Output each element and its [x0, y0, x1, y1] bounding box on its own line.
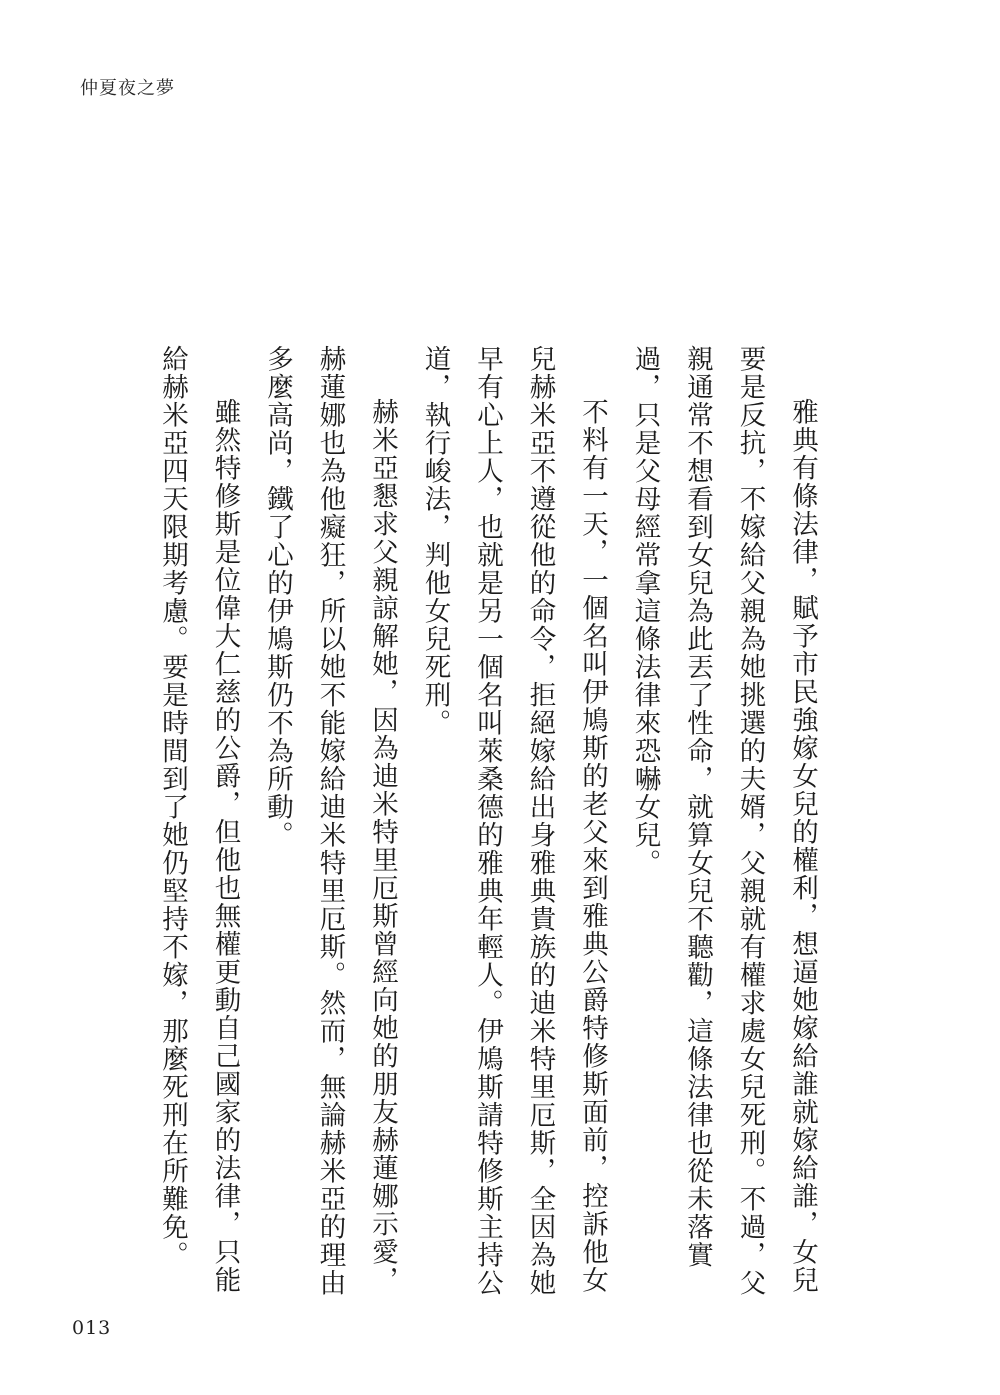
text-column: 親通常不想看到女兒為此丟了性命，就算女兒不聽勸，這條法律也從未落實: [682, 345, 713, 1269]
text-column: 雖然特修斯是位偉大仁慈的公爵，但他也無權更動自己國家的法律，只能: [209, 398, 241, 1294]
text-column: 早有心上人，也就是另一個名叫萊桑德的雅典年輕人。伊鳩斯請特修斯主持公: [472, 345, 503, 1297]
text-column: 過，只是父母經常拿這條法律來恐嚇女兒。: [629, 345, 661, 877]
text-column: 兒赫米亞不遵從他的命令，拒絕嫁給出身雅典貴族的迪米特里厄斯，全因為她: [524, 345, 556, 1297]
text-column: 多麼高尚，鐵了心的伊鳩斯仍不為所動。: [262, 345, 293, 849]
text-column: 要是反抗，不嫁給父親為她挑選的夫婿，父親就有權求處女兒死刑。不過，父: [734, 345, 766, 1297]
text-column: 赫米亞懇求父親諒解她，因為迪米特里厄斯曾經向她的朋友赫蓮娜示愛，: [367, 398, 398, 1294]
body-text: [146, 345, 829, 1297]
text-column: 道，執行峻法，判他女兒死刑。: [419, 345, 451, 737]
text-column: 赫蓮娜也為他癡狂，所以她不能嫁給迪米特里厄斯。然而，無論赫米亞的理由: [314, 345, 346, 1297]
page-number: 013: [72, 1317, 112, 1339]
text-column: 雅典有條法律，賦予市民強嫁女兒的權利，想逼她嫁給誰就嫁給誰，女兒: [787, 398, 818, 1294]
text-column: 給赫米亞四天限期考慮。要是時間到了她仍堅持不嫁，那麼死刑在所難免。: [157, 345, 188, 1269]
running-head: 仲夏夜之夢: [80, 78, 175, 99]
text-column: 不料有一天，一個名叫伊鳩斯的老父來到雅典公爵特修斯面前，控訴他女: [577, 398, 608, 1294]
